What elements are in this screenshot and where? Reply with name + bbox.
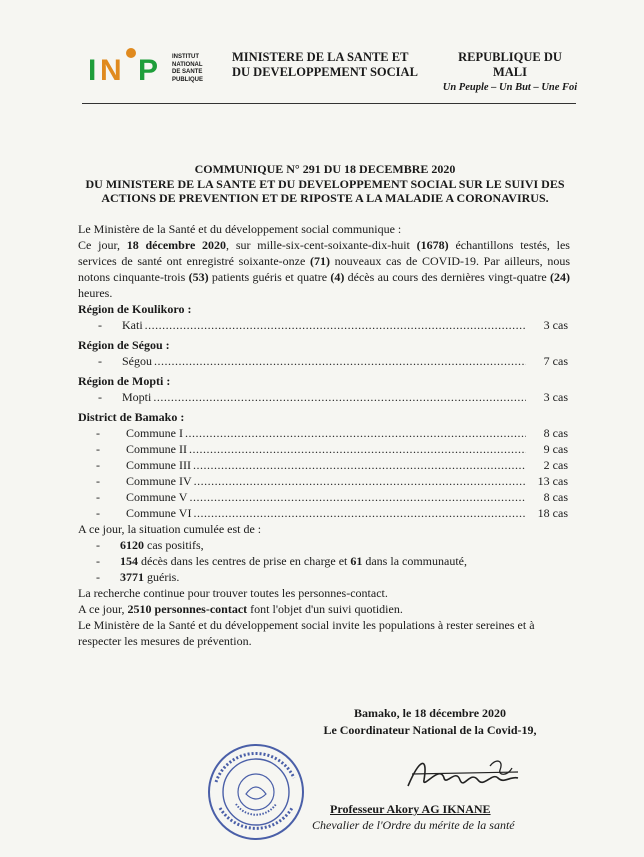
cumulative-deaths: - 154 décès dans les centres de prise en charge et 61 dans la communauté, xyxy=(96,554,467,568)
communique-body xyxy=(78,221,570,649)
cumulative-intro: A ce jour, la situation cumulée est de : xyxy=(78,522,262,536)
appeal-paragraph: Le Ministère de la Santé et du développement social invite les populations à rester sereines et à respecter les mesures de prévention. xyxy=(78,618,535,648)
signer-name: Professeur Akory AG IKNANE xyxy=(330,802,491,816)
case-row-kati: - Kati ..... 3 cas xyxy=(78,317,570,333)
case-row-commune-6: - Commune VI ..... 18 cas xyxy=(78,505,570,521)
insp-logo xyxy=(86,44,218,92)
case-row-commune-1: - Commune I ..... 8 cas xyxy=(78,425,570,441)
signature-icon xyxy=(400,750,530,796)
republic-motto: Un Peuple – Un But – Une Foi xyxy=(442,82,578,93)
signature-block xyxy=(310,706,550,738)
region-heading-segou: Région de Ségou : xyxy=(78,338,170,352)
contact-followup-line: A ce jour, 2510 personnes-contact font l'objet d'un suivi quotidien. xyxy=(78,602,403,616)
official-stamp-icon xyxy=(206,742,306,842)
communique-title: COMMUNIQUE N° 291 DU 18 DECEMBRE 2020 DU MINISTERE DE LA SANTE ET DU DEVELOPPEMENT SOCIAL SUR LE SUIVI DES ACTIONS DE PREVENTION ET DE RIPOSTE A LA MALADIE A CORONAVIRUS. xyxy=(85,162,565,205)
cumulative-cured: - 3771 guéris. xyxy=(96,570,180,584)
header-divider xyxy=(82,103,576,104)
region-heading-koulikoro: Région de Koulikoro : xyxy=(78,302,192,316)
insp-logo-mark-icon: I N P xyxy=(86,48,172,90)
region-heading-mopti: Région de Mopti : xyxy=(78,374,171,388)
intro-line: Le Ministère de la Santé et du développement social communique : xyxy=(78,222,402,236)
case-row-commune-5: - Commune V ..... 8 cas xyxy=(78,489,570,505)
contact-tracing-line: La recherche continue pour trouver toutes les personnes-contact. xyxy=(78,586,388,600)
case-row-commune-3: - Commune III ..... 2 cas xyxy=(78,457,570,473)
ministry-name: MINISTERE DE LA SANTE ET DU DEVELOPPEMENT SOCIAL xyxy=(232,50,418,79)
republic-header xyxy=(440,50,580,93)
case-row-mopti: - Mopti ..... 3 cas xyxy=(78,389,570,405)
signer-distinction: Chevalier de l'Ordre du mérite de la santé xyxy=(312,818,515,832)
case-row-commune-4: - Commune IV ..... 13 cas xyxy=(78,473,570,489)
daily-summary-paragraph: Ce jour, 18 décembre 2020, sur mille-six-cent-soixante-dix-huit (1678) échantillons testés, les services de santé ont enregistré soixante-onze (71) nouveaux cas de COVID-19. Par ailleurs, nous notons cinquante-trois (53) patients guéris et quatre (4) décès au cours des dernières vingt-quatre (24) heures. xyxy=(78,238,571,300)
case-row-commune-2: - Commune II ..... 9 cas xyxy=(78,441,570,457)
coordinator-title: Le Coordinateur National de la Covid-19, xyxy=(323,723,537,737)
cumulative-positive: - 6120 cas positifs, xyxy=(96,538,204,552)
region-heading-bamako: District de Bamako : xyxy=(78,410,185,424)
case-row-segou: - Ségou ..... 7 cas xyxy=(78,353,570,369)
republic-name: REPUBLIQUE DU MALI xyxy=(458,50,562,79)
place-date: Bamako, le 18 décembre 2020 xyxy=(353,706,507,720)
insp-logo-text: INSTITUT NATIONAL DE SANTE PUBLIQUE xyxy=(172,54,204,83)
